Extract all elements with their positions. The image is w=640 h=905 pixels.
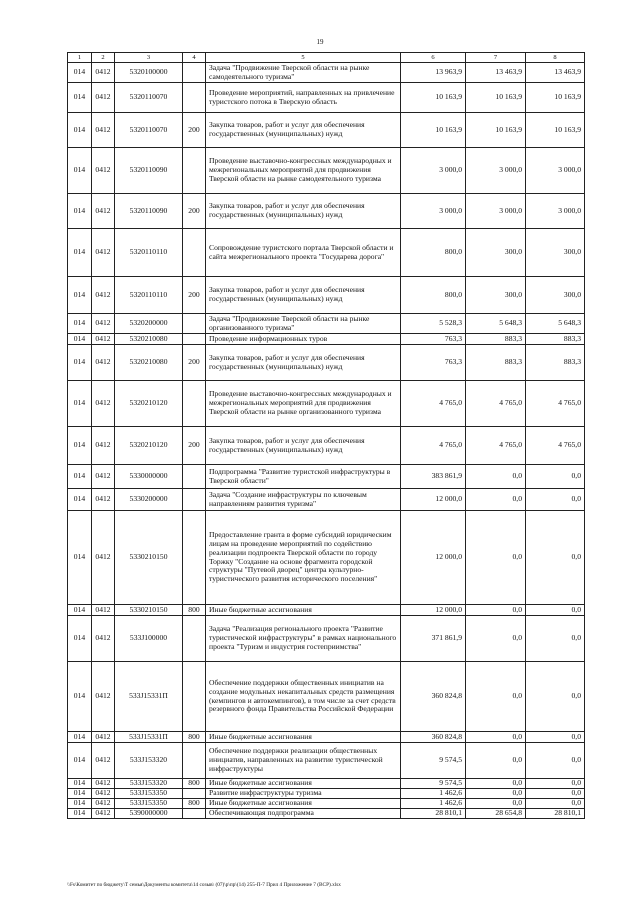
table-row (68, 732, 585, 743)
cell-expense-type (183, 809, 206, 819)
cell-target-code: 5320200000 (115, 314, 183, 334)
cell-admin-code: 014 (68, 511, 92, 605)
cell-description: Закупка товаров, работ и услуг для обеспечения государственных (муниципальных) нужд (206, 277, 401, 314)
cell-section-code: 0412 (92, 345, 115, 381)
cell-admin-code: 014 (68, 334, 92, 345)
cell-amount-col8: 10 163,9 (526, 113, 585, 148)
cell-amount-col6: 12 000,0 (401, 511, 466, 605)
cell-amount-col6: 3 000,0 (401, 148, 466, 194)
cell-section-code: 0412 (92, 662, 115, 732)
cell-amount-col8: 883,3 (526, 334, 585, 345)
cell-section-code: 0412 (92, 799, 115, 809)
page-number: 19 (316, 38, 324, 46)
cell-amount-col6: 5 528,3 (401, 314, 466, 334)
cell-description: Закупка товаров, работ и услуг для обеспечения государственных (муниципальных) нужд (206, 194, 401, 229)
cell-amount-col7: 300,0 (466, 277, 526, 314)
cell-description: Предоставление гранта в форме субсидий юридическим лицам на проведение мероприятий по содействию реализации подпроекта Тверской области по городу Торжку "Создание на основе фрагмента городской структуры "Путевой дворец" центра культурно-туристического развития исторического поселения" (206, 511, 401, 605)
cell-admin-code: 014 (68, 789, 92, 799)
cell-description: Закупка товаров, работ и услуг для обеспечения государственных (муниципальных) нужд (206, 345, 401, 381)
cell-amount-col7: 5 648,3 (466, 314, 526, 334)
cell-admin-code: 014 (68, 427, 92, 465)
header-row (68, 53, 585, 63)
cell-description: Обеспечение поддержки реализации общественных инициатив, направленных на развитие туристической инфраструктуры (206, 743, 401, 779)
cell-section-code: 0412 (92, 511, 115, 605)
cell-amount-col7: 4 765,0 (466, 427, 526, 465)
cell-admin-code: 014 (68, 732, 92, 743)
cell-section-code: 0412 (92, 789, 115, 799)
table-row (68, 83, 585, 113)
cell-description: Проведение выставочно-конгрессных международных и межрегиональных мероприятий для продвижения Тверской области на рынке организованного туризма (206, 381, 401, 427)
cell-amount-col7: 0,0 (466, 732, 526, 743)
cell-description: Задача "Создание инфраструктуры по ключевым направлениям развития туризма" (206, 489, 401, 511)
cell-admin-code: 014 (68, 113, 92, 148)
cell-amount-col7: 0,0 (466, 662, 526, 732)
table-row (68, 743, 585, 779)
cell-section-code: 0412 (92, 616, 115, 662)
cell-amount-col7: 883,3 (466, 334, 526, 345)
cell-target-code: 533J15331П (115, 732, 183, 743)
cell-target-code: 5320110070 (115, 113, 183, 148)
cell-admin-code: 014 (68, 148, 92, 194)
cell-amount-col6: 13 963,9 (401, 63, 466, 83)
cell-section-code: 0412 (92, 113, 115, 148)
cell-target-code: 5320110110 (115, 277, 183, 314)
cell-admin-code: 014 (68, 743, 92, 779)
budget-table (67, 52, 585, 819)
cell-description: Закупка товаров, работ и услуг для обеспечения государственных (муниципальных) нужд (206, 427, 401, 465)
table-row (68, 194, 585, 229)
cell-description: Иные бюджетные ассигнования (206, 605, 401, 616)
cell-amount-col6: 28 810,1 (401, 809, 466, 819)
cell-section-code: 0412 (92, 465, 115, 489)
cell-amount-col6: 9 574,5 (401, 779, 466, 789)
cell-amount-col7: 28 654,8 (466, 809, 526, 819)
cell-admin-code: 014 (68, 314, 92, 334)
cell-amount-col8: 0,0 (526, 465, 585, 489)
cell-admin-code: 014 (68, 83, 92, 113)
cell-target-code: 5320110090 (115, 148, 183, 194)
cell-target-code: 5320110110 (115, 229, 183, 277)
cell-amount-col6: 12 000,0 (401, 489, 466, 511)
cell-section-code: 0412 (92, 732, 115, 743)
cell-description: Задача "Реализация регионального проекта "Развитие туристической инфраструктуры" в рамках национального проекта "Туризм и индустрия гостеприимства" (206, 616, 401, 662)
header-cell: 1 (68, 53, 92, 63)
cell-section-code: 0412 (92, 229, 115, 277)
cell-admin-code: 014 (68, 194, 92, 229)
cell-expense-type: 200 (183, 194, 206, 229)
cell-target-code: 533J153350 (115, 799, 183, 809)
cell-amount-col6: 1 462,6 (401, 799, 466, 809)
cell-amount-col7: 10 163,9 (466, 113, 526, 148)
table-row (68, 314, 585, 334)
cell-expense-type: 200 (183, 277, 206, 314)
cell-amount-col7: 0,0 (466, 465, 526, 489)
cell-section-code: 0412 (92, 277, 115, 314)
cell-expense-type (183, 616, 206, 662)
cell-amount-col8: 300,0 (526, 229, 585, 277)
header-cell: 8 (526, 53, 585, 63)
cell-target-code: 5320110090 (115, 194, 183, 229)
cell-description: Закупка товаров, работ и услуг для обеспечения государственных (муниципальных) нужд (206, 113, 401, 148)
table-row (68, 809, 585, 819)
cell-amount-col8: 5 648,3 (526, 314, 585, 334)
cell-section-code: 0412 (92, 63, 115, 83)
table-row (68, 465, 585, 489)
cell-section-code: 0412 (92, 427, 115, 465)
cell-amount-col8: 0,0 (526, 789, 585, 799)
cell-admin-code: 014 (68, 465, 92, 489)
cell-amount-col8: 0,0 (526, 605, 585, 616)
cell-section-code: 0412 (92, 314, 115, 334)
cell-amount-col7: 0,0 (466, 489, 526, 511)
cell-expense-type (183, 314, 206, 334)
table-row (68, 489, 585, 511)
cell-amount-col6: 800,0 (401, 277, 466, 314)
cell-target-code: 5330210150 (115, 511, 183, 605)
cell-amount-col6: 12 000,0 (401, 605, 466, 616)
table-row (68, 799, 585, 809)
cell-amount-col7: 300,0 (466, 229, 526, 277)
cell-section-code: 0412 (92, 83, 115, 113)
cell-section-code: 0412 (92, 743, 115, 779)
table-row (68, 427, 585, 465)
cell-target-code: 5390000000 (115, 809, 183, 819)
cell-amount-col8: 13 463,9 (526, 63, 585, 83)
cell-expense-type (183, 334, 206, 345)
cell-amount-col7: 0,0 (466, 511, 526, 605)
cell-description: Обеспечивающая подпрограмма (206, 809, 401, 819)
cell-amount-col8: 0,0 (526, 489, 585, 511)
cell-description: Подпрограмма "Развитие туристской инфраструктуры в Тверской области" (206, 465, 401, 489)
cell-description: Обеспечение поддержки общественных инициатив на создание модульных некапитальных средств размещения (кемпингов и автокемпингов), в том числе за счет средств резервного фонда Правительства Российской Федерации (206, 662, 401, 732)
header-cell: 2 (92, 53, 115, 63)
cell-description: Проведение мероприятий, направленных на привлечение туристского потока в Тверскую область (206, 83, 401, 113)
cell-target-code: 5320110070 (115, 83, 183, 113)
cell-amount-col8: 3 000,0 (526, 194, 585, 229)
cell-admin-code: 014 (68, 229, 92, 277)
cell-amount-col7: 0,0 (466, 605, 526, 616)
table-body (68, 53, 585, 819)
cell-admin-code: 014 (68, 662, 92, 732)
cell-amount-col6: 10 163,9 (401, 113, 466, 148)
cell-description: Сопровождение туристского портала Тверской области и сайта межрегионального проекта "Государева дорога" (206, 229, 401, 277)
cell-admin-code: 014 (68, 277, 92, 314)
table-row (68, 616, 585, 662)
cell-expense-type: 800 (183, 732, 206, 743)
cell-description: Проведение выставочно-конгрессных международных и межрегиональных мероприятий для продвижения Тверской области на рынке самодеятельного туризма (206, 148, 401, 194)
cell-expense-type (183, 743, 206, 779)
cell-expense-type (183, 511, 206, 605)
cell-amount-col8: 300,0 (526, 277, 585, 314)
cell-target-code: 5320210080 (115, 334, 183, 345)
cell-target-code: 5320100000 (115, 63, 183, 83)
cell-target-code: 533J153350 (115, 789, 183, 799)
cell-expense-type (183, 148, 206, 194)
cell-amount-col8: 10 163,9 (526, 83, 585, 113)
cell-amount-col8: 28 810,1 (526, 809, 585, 819)
cell-amount-col7: 0,0 (466, 616, 526, 662)
table-row (68, 229, 585, 277)
cell-amount-col7: 0,0 (466, 799, 526, 809)
cell-section-code: 0412 (92, 809, 115, 819)
cell-admin-code: 014 (68, 779, 92, 789)
cell-description: Иные бюджетные ассигнования (206, 732, 401, 743)
cell-section-code: 0412 (92, 381, 115, 427)
cell-expense-type: 200 (183, 113, 206, 148)
cell-expense-type: 800 (183, 605, 206, 616)
cell-amount-col8: 0,0 (526, 732, 585, 743)
cell-amount-col7: 3 000,0 (466, 194, 526, 229)
header-cell: 7 (466, 53, 526, 63)
cell-expense-type (183, 465, 206, 489)
table-row (68, 779, 585, 789)
cell-amount-col7: 3 000,0 (466, 148, 526, 194)
cell-expense-type: 200 (183, 345, 206, 381)
table-row (68, 381, 585, 427)
cell-amount-col6: 4 765,0 (401, 427, 466, 465)
cell-expense-type (183, 83, 206, 113)
cell-amount-col8: 3 000,0 (526, 148, 585, 194)
cell-amount-col8: 0,0 (526, 511, 585, 605)
cell-amount-col8: 4 765,0 (526, 427, 585, 465)
cell-section-code: 0412 (92, 334, 115, 345)
cell-section-code: 0412 (92, 148, 115, 194)
cell-section-code: 0412 (92, 194, 115, 229)
table-row (68, 345, 585, 381)
cell-amount-col8: 0,0 (526, 616, 585, 662)
cell-target-code: 5320210120 (115, 427, 183, 465)
cell-amount-col6: 3 000,0 (401, 194, 466, 229)
cell-section-code: 0412 (92, 605, 115, 616)
cell-target-code: 5330200000 (115, 489, 183, 511)
table-row (68, 113, 585, 148)
table-row (68, 334, 585, 345)
cell-description: Задача "Продвижение Тверской области на рынке самодеятельного туризма" (206, 63, 401, 83)
cell-description: Развитие инфраструктуры туризма (206, 789, 401, 799)
cell-expense-type (183, 489, 206, 511)
cell-amount-col6: 800,0 (401, 229, 466, 277)
cell-amount-col8: 4 765,0 (526, 381, 585, 427)
cell-amount-col8: 883,3 (526, 345, 585, 381)
cell-section-code: 0412 (92, 779, 115, 789)
cell-amount-col6: 371 861,9 (401, 616, 466, 662)
cell-description: Иные бюджетные ассигнования (206, 779, 401, 789)
cell-target-code: 5330210150 (115, 605, 183, 616)
cell-admin-code: 014 (68, 489, 92, 511)
table-row (68, 63, 585, 83)
cell-amount-col8: 0,0 (526, 662, 585, 732)
cell-expense-type: 800 (183, 779, 206, 789)
cell-amount-col7: 0,0 (466, 743, 526, 779)
cell-amount-col8: 0,0 (526, 799, 585, 809)
cell-expense-type (183, 229, 206, 277)
cell-target-code: 533J100000 (115, 616, 183, 662)
cell-amount-col7: 0,0 (466, 779, 526, 789)
cell-admin-code: 014 (68, 616, 92, 662)
cell-amount-col6: 763,3 (401, 334, 466, 345)
cell-amount-col6: 9 574,5 (401, 743, 466, 779)
cell-target-code: 533J153320 (115, 743, 183, 779)
table-row (68, 148, 585, 194)
cell-amount-col6: 360 824,8 (401, 732, 466, 743)
cell-expense-type: 200 (183, 427, 206, 465)
header-cell: 4 (183, 53, 206, 63)
cell-amount-col6: 360 824,8 (401, 662, 466, 732)
cell-amount-col6: 10 163,9 (401, 83, 466, 113)
cell-amount-col7: 10 163,9 (466, 83, 526, 113)
cell-admin-code: 014 (68, 809, 92, 819)
cell-amount-col6: 383 861,9 (401, 465, 466, 489)
table-row (68, 789, 585, 799)
table-row (68, 277, 585, 314)
cell-section-code: 0412 (92, 489, 115, 511)
table-row (68, 511, 585, 605)
cell-amount-col7: 883,3 (466, 345, 526, 381)
cell-description: Задача "Продвижение Тверской области на рынке организованного туризма" (206, 314, 401, 334)
header-cell: 3 (115, 53, 183, 63)
cell-target-code: 5320210120 (115, 381, 183, 427)
cell-admin-code: 014 (68, 345, 92, 381)
cell-amount-col6: 763,3 (401, 345, 466, 381)
cell-expense-type (183, 63, 206, 83)
cell-target-code: 533J153320 (115, 779, 183, 789)
cell-expense-type (183, 381, 206, 427)
cell-expense-type (183, 789, 206, 799)
cell-target-code: 533J15331П (115, 662, 183, 732)
cell-description: Проведение информационных туров (206, 334, 401, 345)
cell-admin-code: 014 (68, 799, 92, 809)
header-cell: 5 (206, 53, 401, 63)
cell-amount-col6: 4 765,0 (401, 381, 466, 427)
table-row (68, 605, 585, 616)
cell-target-code: 5330000000 (115, 465, 183, 489)
table-row (68, 662, 585, 732)
cell-amount-col8: 0,0 (526, 779, 585, 789)
cell-admin-code: 014 (68, 63, 92, 83)
cell-amount-col7: 4 765,0 (466, 381, 526, 427)
cell-amount-col7: 0,0 (466, 789, 526, 799)
file-path-footer: \\Fs\Комитет по бюджету\Т семья\Документы комитета\14 созыв\ (07)\p\пр\(14) 255-П-7 Прил 4 Приложение 7 (ВСР).xlsx (67, 882, 341, 888)
cell-amount-col6: 1 462,6 (401, 789, 466, 799)
cell-amount-col8: 0,0 (526, 743, 585, 779)
cell-target-code: 5320210080 (115, 345, 183, 381)
cell-description: Иные бюджетные ассигнования (206, 799, 401, 809)
cell-expense-type (183, 662, 206, 732)
cell-admin-code: 014 (68, 605, 92, 616)
cell-amount-col7: 13 463,9 (466, 63, 526, 83)
header-cell: 6 (401, 53, 466, 63)
cell-expense-type: 800 (183, 799, 206, 809)
cell-admin-code: 014 (68, 381, 92, 427)
